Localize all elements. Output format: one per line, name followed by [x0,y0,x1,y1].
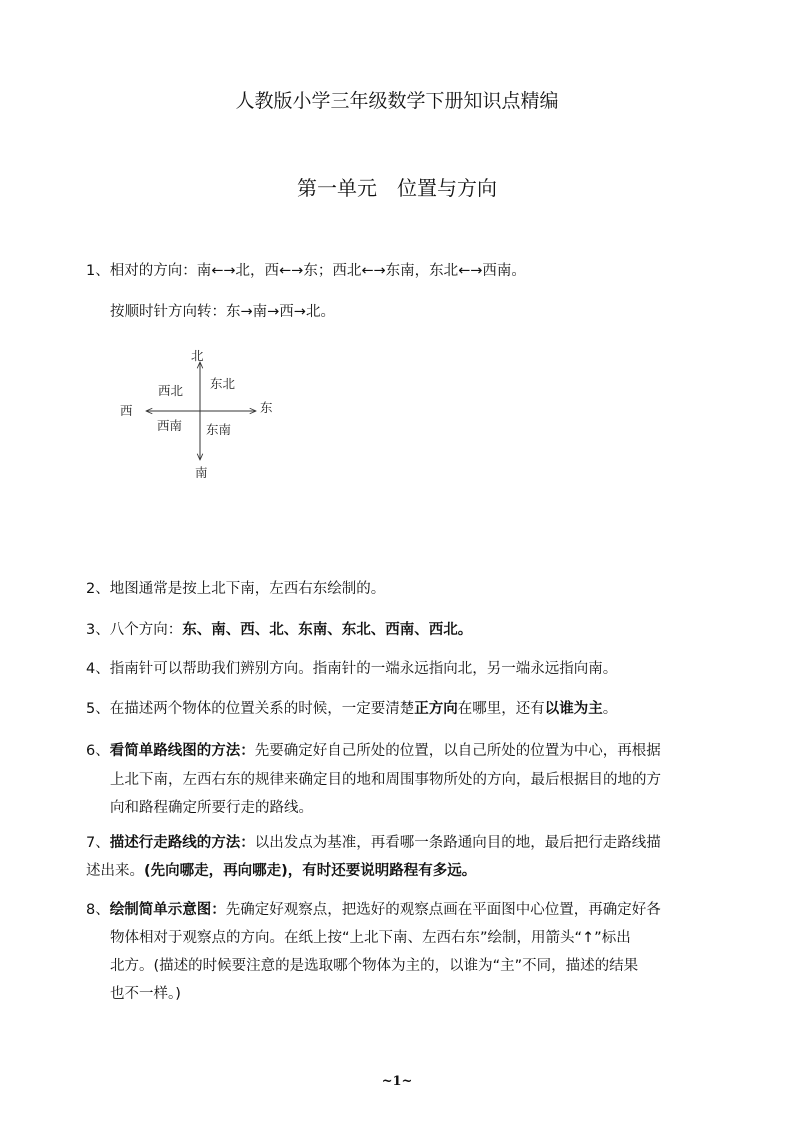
item-5-bold-2: 以谁为主 [544,701,603,717]
document-title: 人教版小学三年级数学下册知识点精编 [235,90,559,112]
item-7-heading: 描述行走路线的方法： [109,835,255,851]
item-6-heading: 看简单路线图的方法： [109,743,255,759]
compass-northeast: 东北 [210,376,236,391]
item-7-text-1: 以出发点为基准，再看哪一条路通向目的地，最后把行走路线描 [254,835,661,851]
item-1-text: 相对的方向：南←→北，西←→东；西北←→东南，东北←→西南。 [109,263,526,279]
item-2-number: 2、 [86,581,110,597]
item-3-prefix: 八个方向： [109,622,183,638]
compass-northwest: 西北 [158,383,184,398]
page-number: ~1~ [381,1074,413,1089]
item-3 [86,618,472,639]
item-8-line-2: 物体相对于观察点的方向。在纸上按“上北下南、左西右东”绘制，用箭头“↑”标出 [110,930,631,946]
compass-southeast: 东南 [206,422,232,437]
item-4-text: 指南针可以帮助我们辨别方向。指南针的一端永远指向北，另一端永远指向南。 [109,661,618,677]
item-7-text-2a: 述出来。 [86,863,144,879]
item-7-line-2 [86,859,476,880]
item-5-bold-1: 正方向 [414,701,458,717]
item-6-text-1: 先要确定好自己所处的位置，以自己所处的位置为中心，再根据 [254,743,661,759]
item-8-number: 8、 [86,902,110,918]
item-3-directions: 东、南、西、北、东南、东北、西南、西北。 [182,622,473,638]
unit-title: 第一单元 位置与方向 [297,176,497,200]
item-1-clockwise: 按顺时针方向转：东→南→西→北。 [110,304,335,320]
item-7-text-2b: (先向哪走，再向哪走)，有时还要说明路程有多远。 [144,863,477,879]
compass-north: 北 [191,348,204,363]
compass-southwest: 西南 [157,418,183,433]
item-7-line-1 [86,831,661,852]
item-2 [86,577,385,598]
item-2-text: 地图通常是按上北下南，左西右东绘制的。 [109,581,386,597]
item-1-number: 1、 [86,263,110,279]
item-8-line-4: 也不一样。) [110,986,181,1002]
item-8-text-1: 先确定好观察点，把选好的观察点画在平面图中心位置，再确定好各 [225,902,661,918]
compass-west: 西 [120,403,133,418]
item-5-text-1: 在描述两个物体的位置关系的时候，一定要清楚 [109,701,415,717]
item-4-number: 4、 [86,661,110,677]
item-8-line-1 [86,898,661,919]
item-6-number: 6、 [86,743,110,759]
item-7-number: 7、 [86,835,110,851]
item-8-line-3: 北方。(描述的时候要注意的是选取哪个物体为主的，以谁为“主”不同，描述的结果 [110,958,639,974]
item-5-number: 5、 [86,701,110,717]
item-4 [86,657,617,678]
item-5-text-3: 。 [602,701,618,717]
compass-diagram [110,340,290,485]
item-5 [86,697,617,718]
compass-south: 南 [195,465,208,480]
item-5-text-2: 在哪里，还有 [457,701,545,717]
item-8-heading: 绘制简单示意图： [109,902,226,918]
item-6-line-2: 上北下南，左西右东的规律来确定目的地和周围事物所处的方向，最后根据目的地的方 [110,772,661,788]
item-3-number: 3、 [86,622,110,638]
item-6-line-3: 向和路程确定所要行走的路线。 [110,800,313,816]
item-6-line-1 [86,739,661,760]
item-1 [86,259,526,280]
compass-east: 东 [260,400,273,415]
